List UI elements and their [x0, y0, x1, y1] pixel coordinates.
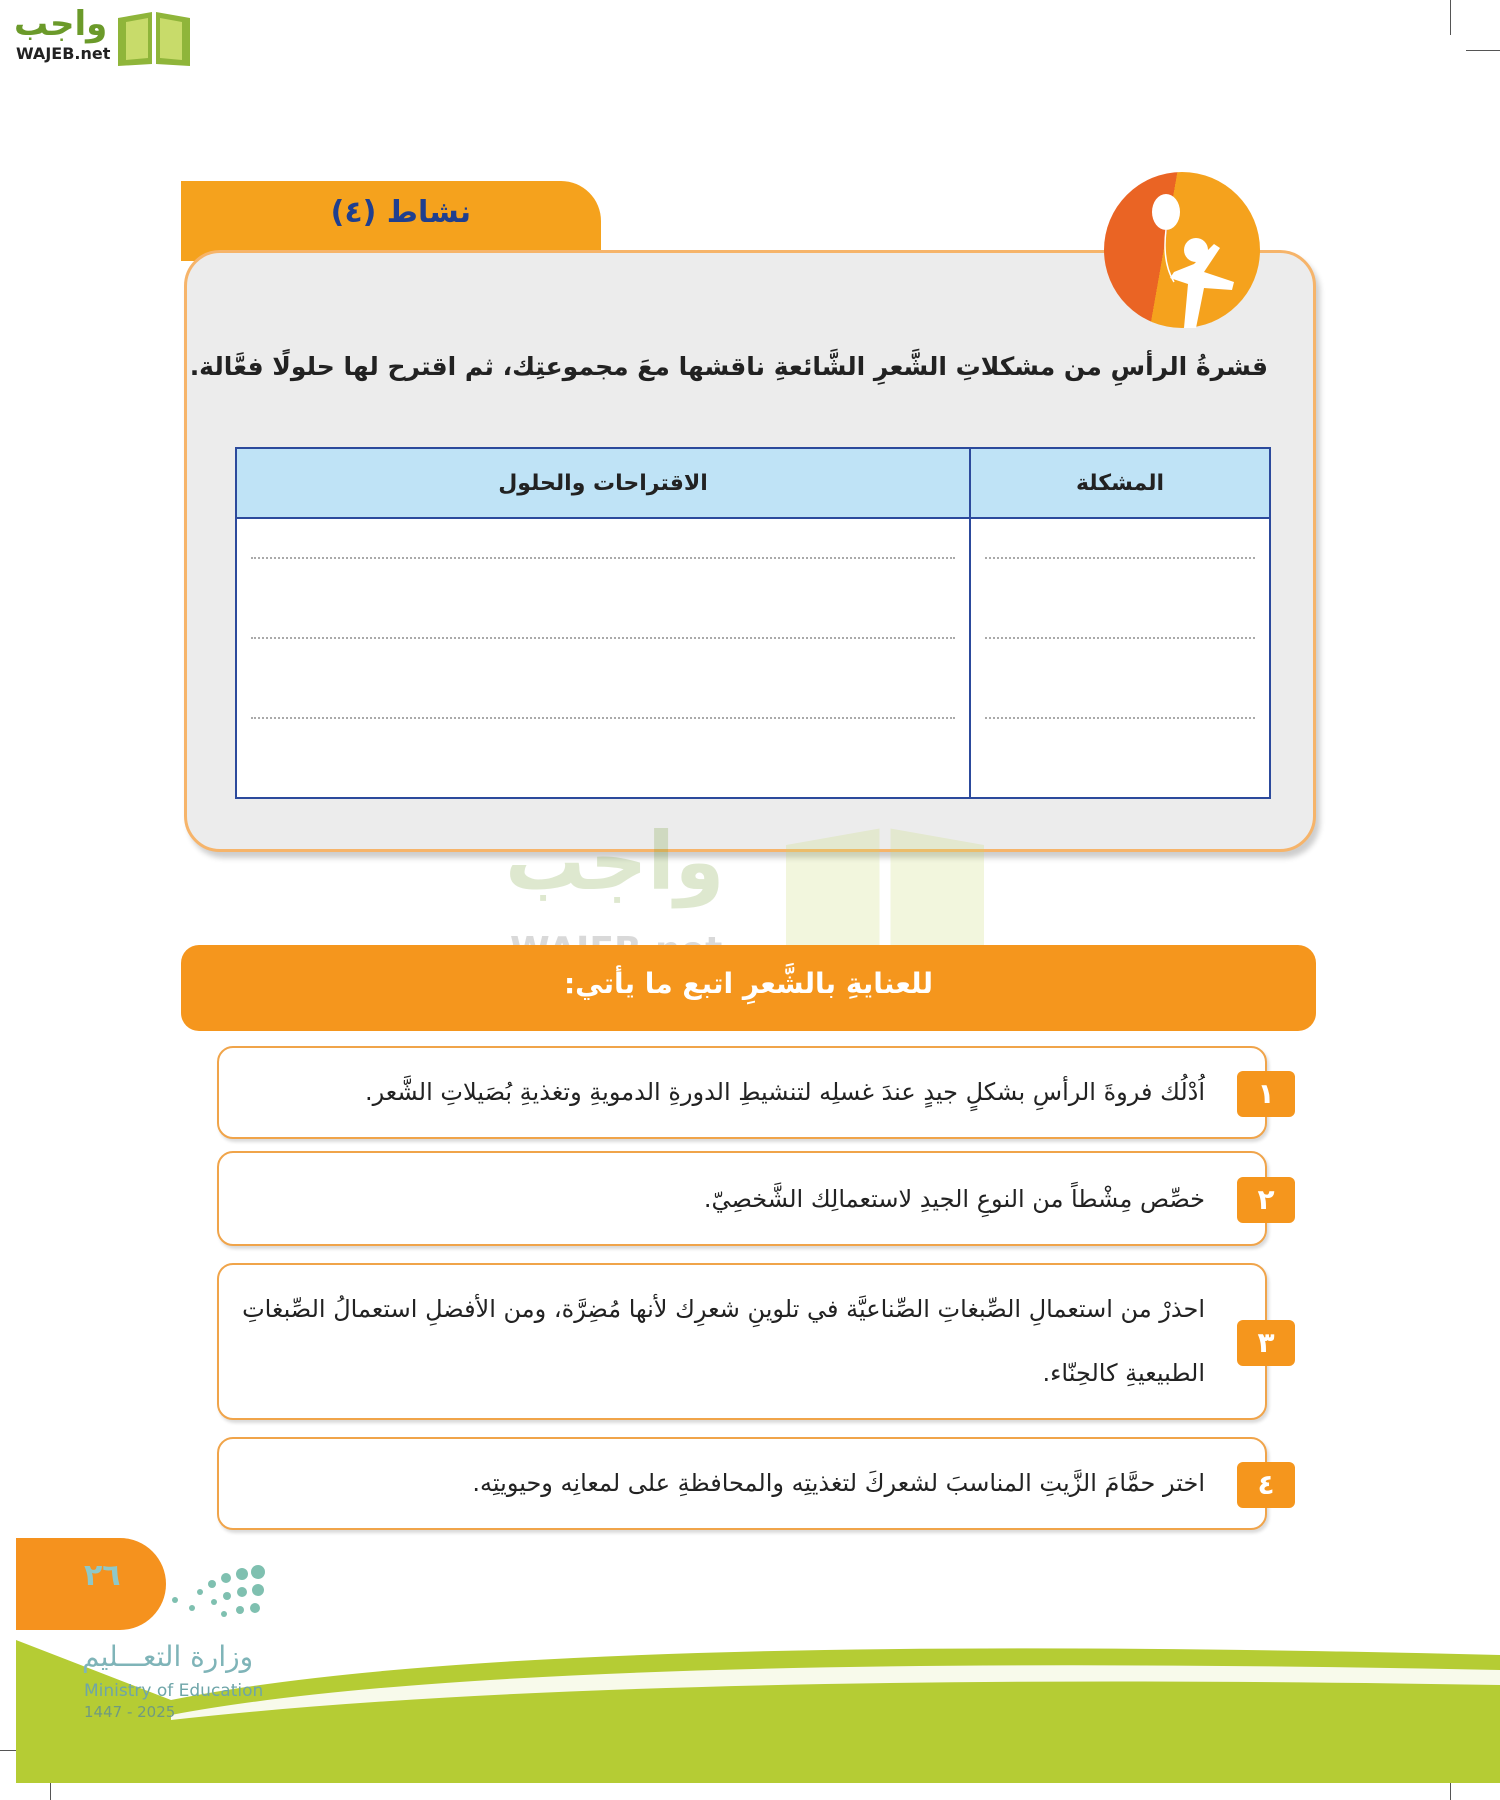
- care-item: اُدْلُك فروةَ الرأسِ بشكلٍ جيدٍ عندَ غسلِه لتنشيطِ الدورةِ الدمويةِ وتغذيةِ بُصَيلاتِ الشَّعر.: [217, 1046, 1267, 1139]
- wajeb-logo: واجب WAJEB.net: [6, 4, 196, 70]
- item-number-badge: ٤: [1237, 1462, 1295, 1508]
- header-solutions: الاقتراحات والحلول: [236, 448, 970, 518]
- edition-year: 2025 - 1447: [84, 1703, 176, 1721]
- solutions-cell[interactable]: [236, 518, 970, 798]
- item-number-badge: ٣: [1237, 1320, 1295, 1366]
- hair-care-banner: للعنايةِ بالشَّعرِ اتبع ما يأتي:: [181, 945, 1316, 1031]
- care-item: خصِّص مِشْطاً من النوعِ الجيدِ لاستعمالِك الشَّخصِيّ.: [217, 1151, 1267, 1246]
- item-number-badge: ٢: [1237, 1177, 1295, 1223]
- book-icon: [114, 8, 194, 68]
- problem-cell[interactable]: [970, 518, 1270, 798]
- ministry-name-en: Ministry of Education: [84, 1681, 264, 1701]
- child-balloon-icon: [1104, 172, 1260, 328]
- activity-instruction: قشرةُ الرأسِ من مشكلاتِ الشَّعرِ الشَّائعةِ ناقشها معَ مجموعتِك، ثم اقترح لها حلولًا فعَّالة.: [189, 352, 1268, 381]
- item-number-badge: ١: [1237, 1071, 1295, 1117]
- header-problem: المشكلة: [970, 448, 1270, 518]
- problems-table: [235, 447, 1271, 799]
- care-item: اختر حمَّامَ الزَّيتِ المناسبَ لشعركَ لتغذيتِه والمحافظةِ على لمعانِه وحيويتِه.: [217, 1437, 1267, 1530]
- activity-title: نشاط (٤): [330, 195, 471, 230]
- page-number: ٢٦: [84, 1558, 121, 1593]
- activity-tab: [181, 181, 601, 261]
- ministry-name-ar: وزارة التعـــليم: [82, 1640, 254, 1673]
- care-item: احذرْ من استعمالِ الصِّبغاتِ الصِّناعيَّة في تلوينِ شعرِك لأنها مُضِرَّة، ومن الأفضلِ استعمالُ الصِّبغاتِ الطبيعيةِ كالحِنّاء.: [217, 1263, 1267, 1420]
- ministry-dots-logo: [80, 1560, 270, 1630]
